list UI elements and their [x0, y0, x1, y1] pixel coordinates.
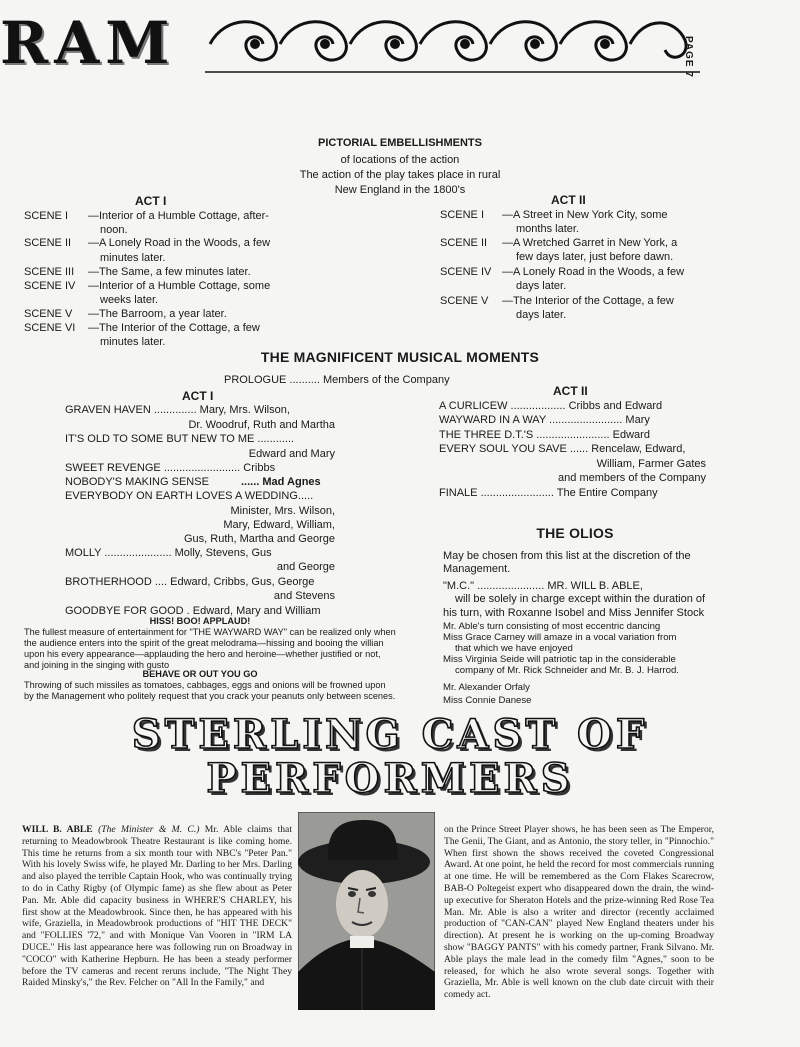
header-title-fragment: RAM — [0, 9, 176, 77]
scene-desc: —The Same, a few minutes later. — [88, 266, 251, 278]
song-line: MOLLY ...................... Molly, Stevens, Gus — [65, 547, 272, 559]
song-cast: Mary, Edward, William, — [223, 519, 335, 531]
scene-desc: —The Interior of the Cottage, a few — [502, 295, 674, 307]
scene-label: SCENE V — [440, 295, 489, 307]
pictorial-heading: PICTORIAL EMBELLISHMENTS — [318, 137, 482, 149]
act1-scene-list — [24, 209, 294, 349]
pictorial-line-2: The action of the play takes place in rural — [299, 169, 501, 181]
bio-name: WILL B. ABLE — [22, 824, 93, 835]
scene-desc: —A Lonely Road in the Woods, a few — [502, 266, 685, 278]
hiss-paragraph: The fullest measure of entertainment for "THE WAYWARD WAY" can be realized only when the audience enters into the spirit of the great melodrama—hissing and booing the villian upon his every appearance—applauding the hero and heroine—whether justified or not, and joining in the singing with gusto — [24, 627, 396, 670]
song-cast: and Stevens — [273, 590, 335, 602]
pictorial-line-1: of locations of the action — [340, 154, 460, 166]
scene-desc: —The Interior of the Cottage, a few — [88, 322, 260, 334]
act2-song-list — [439, 399, 706, 503]
scene-desc-cont: weeks later. — [100, 294, 159, 306]
olio-item: Miss Connie Danese — [443, 695, 532, 706]
scene-desc-cont: days later. — [516, 280, 567, 292]
scene-label: SCENE IV — [24, 280, 76, 292]
song-line: A CURLICEW .................. Cribbs and Edward — [439, 400, 663, 412]
act2-songs-title: ACT II — [553, 384, 588, 398]
song-cast: Dr. Woodruf, Ruth and Martha — [188, 419, 335, 431]
musical-heading: THE MAGNIFICENT MUSICAL MOMENTS — [260, 349, 540, 365]
olio-item-cont: that which we have enjoyed — [455, 643, 573, 654]
scene-desc-cont: minutes later. — [100, 336, 166, 348]
song-line: GRAVEN HAVEN .............. Mary, Mrs. Wilson, — [65, 404, 290, 416]
scene-desc-cont: minutes later. — [100, 252, 166, 264]
behave-heading: BEHAVE OR OUT YOU GO — [142, 669, 258, 679]
bio-text-left: Mr. Able claims that returning to Meadowbrook Theatre Restaurant is like coming home. This time he returns from a six month tour with NBC's "Peter Pan." With his lovely Swiss wife, he played Mr. Darling to her Mrs. Darling and also played the terrible Captain Hook, who was continually trying to do in Cathy Rigby (of Olympic fame) as she flew about as Peter Pan. Mr. Able did capacity business in WHERE'S CHARLEY, his first show at the Meadowbrook. Since then, he has appeared with his wife, Graziella, in Meadowbrook productions of "HIT THE DECK" and "FOLLIES '72," and with Monique Van Vooren in "IRM LA DUCE." His last appearance here was following run on Broadway in "COCO" with Katherine Hepburn. He has been a steady performer before the TV cameras and recent reruns include, "The Night They Raided Minsky's," the Rev. Felcher on "All In the Family," and — [22, 824, 292, 989]
scene-label: SCENE III — [24, 266, 75, 278]
act1-song-list — [65, 403, 335, 619]
song-line: GOODBYE FOR GOOD . Edward, Mary and William — [65, 605, 321, 617]
song-line: NOBODY'S MAKING SENSE — [65, 476, 209, 488]
song-line: SWEET REVENGE ......................... Cribbs — [65, 462, 276, 474]
song-cast: Gus, Ruth, Martha and George — [183, 533, 335, 545]
scene-label: SCENE IV — [440, 266, 492, 278]
song-line: THE THREE D.T.'S ........................ Edward — [439, 429, 650, 441]
scene-desc: —A Street in New York City, some — [502, 209, 668, 221]
scene-desc: —A Lonely Road in the Woods, a few — [88, 237, 271, 249]
song-line: BROTHERHOOD .... Edward, Cribbs, Gus, George — [65, 576, 315, 588]
olios-mc: "M.C." ...................... MR. WILL B. ABLE, — [443, 580, 643, 592]
scroll-ornament-icon — [205, 10, 705, 78]
scene-desc-cont: noon. — [100, 224, 128, 236]
scene-desc: —Interior of a Humble Cottage, some — [88, 280, 271, 292]
scene-desc: —Interior of a Humble Cottage, after- — [88, 210, 269, 222]
cast-title-line-2: PERFORMERS — [206, 755, 574, 802]
scene-label: SCENE I — [24, 210, 69, 222]
act1-scenes-title: ACT I — [135, 194, 167, 208]
performer-photo — [298, 812, 435, 1010]
olios-heading: THE OLIOS — [536, 525, 614, 541]
song-cast: Minister, Mrs. Wilson, — [230, 505, 335, 517]
scene-label: SCENE V — [24, 308, 73, 320]
song-line: EVERYBODY ON EARTH LOVES A WEDDING..... — [65, 490, 314, 502]
song-line: FINALE ........................ The Entire Company — [439, 487, 658, 499]
bio-role: (The Minister & M. C.) — [98, 824, 200, 835]
olio-item-cont: company of Mr. Rick Schneider and Mr. B. J. Harrod. — [455, 665, 679, 676]
scene-desc-cont: days later. — [516, 309, 567, 321]
cast-title-line-1: STERLING CAST OF — [131, 711, 649, 758]
act2-scene-list — [440, 208, 710, 323]
bio-right-column: on the Prince Street Player shows, he has been seen as The Emperor, The Genii, The Giant, and as Antonio, the story teller, in "Pinnochio." When first shown the shows received the coveted Congressional Award. At one point, he held the record for most commercials running at one time. He will be remembered as the Corn Flakes Scarecrow, BAB-O Poltegeist expert who disappeared down the drain, the wind-up executive for Sheraton Hotels and the prize-winning Red Rose Tea Man. Mr. Able is also a writer and director (recently acclaimed production of "CAN-CAN" played New England theaters under his direction). At present he is working on the up-coming Broadway show "BAGGY PANTS" with his comedy partner, Frank Silvano. Mr. Able plays the male lead in the comedy film "Agnes," soon to be released, for which he also wrote several songs. Together with Graziella, Mr. Able is well known on the club date circuit with their comedy act. — [444, 824, 714, 1001]
scene-desc-cont: few days later, just before dawn. — [516, 251, 674, 263]
scene-desc: —A Wretched Garret in New York, a — [502, 237, 678, 249]
prologue-line: PROLOGUE .......... Members of the Company — [224, 374, 450, 386]
act2-scenes-title: ACT II — [551, 193, 586, 207]
song-line: IT'S OLD TO SOME BUT NEW TO ME ............ — [65, 433, 295, 445]
song-line: WAYWARD IN A WAY ........................ Mary — [439, 414, 650, 426]
olio-item: Mr. Able's turn consisting of most eccentric dancing — [443, 621, 661, 632]
song-cast: Edward and Mary — [248, 448, 335, 460]
song-cast: William, Farmer Gates — [596, 458, 706, 470]
scene-desc-cont: months later. — [516, 223, 579, 235]
pictorial-line-3: New England in the 1800's — [334, 184, 466, 196]
scene-label: SCENE II — [24, 237, 72, 249]
scene-desc: —The Barroom, a year later. — [88, 308, 227, 320]
olios-mc-desc: will be solely in charge except within the duration of his turn, with Roxanne Isobel and Miss Jennifer Stock — [443, 593, 706, 619]
song-cast: and George — [276, 561, 335, 573]
olios-acts — [443, 621, 718, 706]
hiss-heading: HISS! BOO! APPLAUD! — [149, 616, 251, 626]
olio-item: Miss Virginia Seide will patriotic tap in the considerable — [443, 654, 676, 665]
olios-intro: May be chosen from this list at the discretion of the Management. — [443, 550, 691, 575]
scene-label: SCENE I — [440, 209, 485, 221]
bio-left-column — [22, 824, 292, 989]
behave-paragraph: Throwing of such missiles as tomatoes, cabbages, eggs and onions will be frowned upon by the Management who politely request that you crack your peanuts only between scenes. — [24, 680, 396, 701]
cast-title — [110, 713, 670, 801]
olio-item: Miss Grace Carney will amaze in a vocal variation from — [443, 632, 677, 643]
page-number: PAGE 7 — [683, 36, 694, 78]
act1-songs-title: ACT I — [182, 389, 214, 403]
olio-item: Mr. Alexander Orfaly — [443, 682, 530, 693]
pictorial-text — [200, 153, 600, 198]
song-cast: ...... Mad Agnes — [241, 476, 321, 488]
song-line: EVERY SOUL YOU SAVE ...... Rencelaw, Edward, — [439, 443, 686, 455]
song-cast: and members of the Company — [558, 472, 706, 484]
scene-label: SCENE II — [440, 237, 488, 249]
scene-label: SCENE VI — [24, 322, 76, 334]
